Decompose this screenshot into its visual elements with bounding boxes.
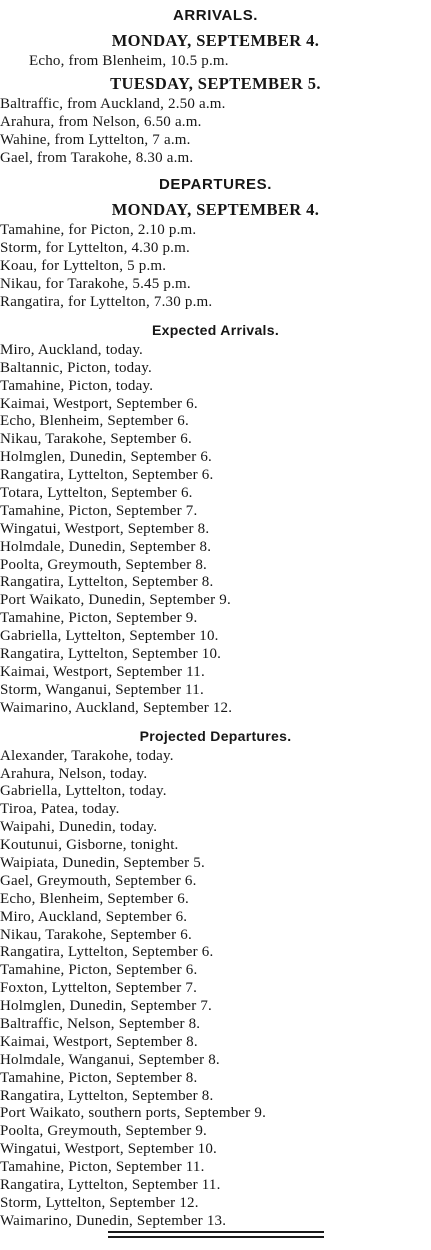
list-item: Poolta, Greymouth, September 8. <box>0 556 208 573</box>
list-item: Tamahine, Picton, September 9. <box>0 610 198 627</box>
expected-arrivals-list <box>0 342 431 718</box>
list-item: Poolta, Greymouth, September 9. <box>0 1123 208 1140</box>
list-item: Rangatira, Lyttelton, September 8. <box>0 1087 214 1104</box>
list-item: Rangatira, Lyttelton, September 6. <box>0 944 214 961</box>
list-item: Gael, Greymouth, September 6. <box>0 872 197 889</box>
list-item: Storm, Wanganui, September 11. <box>0 681 204 698</box>
projected-departures-list <box>0 748 431 1231</box>
list-item: Foxton, Lyttelton, September 7. <box>0 980 198 997</box>
arrivals-day-heading-monday: MONDAY, SEPTEMBER 4. <box>111 31 320 50</box>
projected-departures-heading: Projected Departures. <box>139 727 292 744</box>
closing-rule-bottom <box>108 1236 324 1238</box>
list-item: Tamahine, Picton, today. <box>0 377 154 394</box>
list-item: Koau, for Lyttelton, 5 p.m. <box>0 258 167 275</box>
list-item: Waimarino, Auckland, September 12. <box>0 699 233 716</box>
list-item: Rangatira, Lyttelton, September 6. <box>0 467 214 484</box>
list-item: Tamahine, Picton, September 8. <box>0 1069 198 1086</box>
list-item: Echo, Blenheim, September 6. <box>0 413 189 430</box>
arrivals-tuesday-list <box>0 96 431 168</box>
list-item: Nikau, Tarakohe, September 6. <box>0 431 192 448</box>
list-item: Baltraffic, from Auckland, 2.50 a.m. <box>0 95 226 112</box>
list-item: Wahine, from Lyttelton, 7 a.m. <box>0 131 191 148</box>
list-item: Miro, Auckland, September 6. <box>0 908 188 925</box>
list-item: Gabriella, Lyttelton, September 10. <box>0 628 219 645</box>
list-item: Tamahine, Picton, September 11. <box>0 1159 205 1176</box>
list-item: Baltraffic, Nelson, September 8. <box>0 1015 201 1032</box>
list-item: Tiroa, Patea, today. <box>0 801 120 818</box>
list-item: Holmdale, Wanganui, September 8. <box>0 1051 220 1068</box>
list-item: Tamahine, for Picton, 2.10 p.m. <box>0 222 197 239</box>
list-item: Baltannic, Picton, today. <box>0 359 152 376</box>
list-item: Totara, Lyttelton, September 6. <box>0 485 193 502</box>
list-item: Nikau, Tarakohe, September 6. <box>0 926 192 943</box>
list-item: Miro, Auckland, today. <box>0 341 143 358</box>
list-item: Tamahine, Picton, September 6. <box>0 962 198 979</box>
list-item: Rangatira, Lyttelton, September 11. <box>0 1176 221 1193</box>
list-item: Wingatui, Westport, September 8. <box>0 520 210 537</box>
list-item: Arahura, Nelson, today. <box>0 765 148 782</box>
arrivals-monday-list <box>0 53 431 71</box>
list-item: Echo, Blenheim, September 6. <box>0 890 189 907</box>
list-item: Echo, from Blenheim, 10.5 p.m. <box>29 53 229 69</box>
departures-day-heading-monday: MONDAY, SEPTEMBER 4. <box>111 200 320 220</box>
list-item: Gabriella, Lyttelton, today. <box>0 783 167 800</box>
list-item: Wingatui, Westport, September 10. <box>0 1141 217 1158</box>
list-item: Alexander, Tarakohe, today. <box>0 747 174 764</box>
list-item: Holmglen, Dunedin, September 7. <box>0 998 212 1015</box>
list-item: Port Waikato, Dunedin, September 9. <box>0 592 231 609</box>
list-item: Kaimai, Westport, September 8. <box>0 1033 198 1050</box>
list-item: Waipahi, Dunedin, today. <box>0 819 158 836</box>
list-item: Holmdale, Dunedin, September 8. <box>0 538 212 555</box>
list-item: Kaimai, Westport, September 6. <box>0 395 198 412</box>
list-item: Kaimai, Westport, September 11. <box>0 663 205 680</box>
list-item: Holmglen, Dunedin, September 6. <box>0 449 212 466</box>
list-item: Arahura, from Nelson, 6.50 a.m. <box>0 113 202 130</box>
list-item: Nikau, for Tarakohe, 5.45 p.m. <box>0 276 191 293</box>
departures-monday-list <box>0 222 431 311</box>
list-item: Storm, Lyttelton, September 12. <box>0 1194 199 1211</box>
closing-rule-top <box>108 1231 324 1233</box>
arrivals-day-heading-tuesday: TUESDAY, SEPTEMBER 5. <box>110 73 321 93</box>
list-item: Gael, from Tarakohe, 8.30 a.m. <box>0 149 194 166</box>
list-item: Koutunui, Gisborne, tonight. <box>0 837 179 854</box>
list-item: Storm, for Lyttelton, 4.30 p.m. <box>0 240 190 257</box>
list-item: Tamahine, Picton, September 7. <box>0 502 198 519</box>
list-item: Waimarino, Dunedin, September 13. <box>0 1212 227 1229</box>
expected-arrivals-heading: Expected Arrivals. <box>151 321 280 338</box>
list-item: Rangatira, Lyttelton, September 8. <box>0 574 214 591</box>
list-item: Rangatira, for Lyttelton, 7.30 p.m. <box>0 294 213 311</box>
list-item: Rangatira, Lyttelton, September 10. <box>0 646 222 663</box>
list-item: Port Waikato, southern ports, September 9. <box>0 1105 267 1122</box>
arrivals-heading: ARRIVALS. <box>172 7 259 24</box>
departures-heading: DEPARTURES. <box>159 176 272 194</box>
list-item: Waipiata, Dunedin, September 5. <box>0 854 205 871</box>
